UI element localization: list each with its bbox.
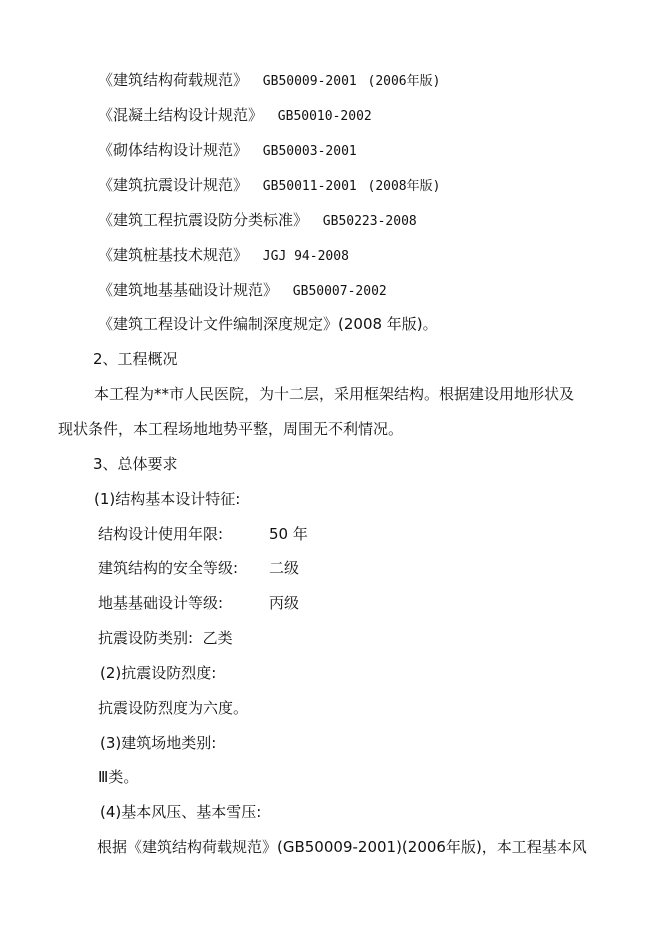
subsection-heading: (1)结构基本设计特征:: [94, 490, 241, 508]
standard-item: [98, 245, 349, 265]
standard-code: GB50007-2002: [292, 284, 387, 299]
standard-item: [98, 210, 417, 230]
standard-name: 《建筑地基基础设计规范》: [98, 281, 279, 299]
standard-code: GB50010-2002: [277, 109, 372, 124]
standard-code: JGJ 94-2008: [262, 249, 349, 264]
standard-item: [98, 175, 440, 195]
paragraph-line: 本工程为**市人民医院，为十二层，采用框架结构。根据建设用地形状及: [94, 385, 575, 403]
standard-code: GB50009-2001: [262, 74, 357, 89]
standard-item: [98, 140, 357, 160]
section-heading: 2、工程概况: [93, 350, 178, 368]
paragraph-line: 根据《建筑结构荷载规范》(GB50009-2001)(2006年版)，本工程基本风: [97, 838, 587, 856]
standard-item: [98, 280, 387, 300]
standard-name: 《建筑工程设计文件编制深度规定》(2008 年版)。: [98, 315, 438, 333]
feature-value: 二级: [269, 559, 300, 577]
standard-item: [98, 314, 438, 334]
section-heading: 3、总体要求: [93, 455, 178, 473]
standard-name: 《建筑抗震设计规范》: [98, 176, 249, 194]
standard-code: GB50003-2001: [262, 144, 357, 159]
paragraph-line: 抗震设防烈度为六度。: [98, 699, 249, 717]
feature-label: 建筑结构的安全等级:: [98, 559, 239, 577]
standard-name: 《混凝土结构设计规范》: [98, 106, 264, 124]
standard-note: (2006年版): [367, 74, 441, 89]
subsection-heading: (4)基本风压、基本雪压:: [100, 803, 262, 821]
feature-value: 50 年: [269, 525, 308, 543]
standard-code: GB50011-2001: [262, 179, 357, 194]
paragraph-line: 现状条件，本工程场地地势平整，周围无不利情况。: [58, 420, 404, 438]
standard-name: 《建筑桩基技术规范》: [98, 246, 249, 264]
feature-value: 丙级: [269, 594, 300, 612]
standard-code: GB50223-2008: [322, 214, 417, 229]
standard-name: 《建筑结构荷载规范》: [98, 71, 249, 89]
standard-item: [98, 70, 440, 90]
subsection-heading: (3)建筑场地类别:: [100, 734, 217, 752]
paragraph-line: Ⅲ类。: [98, 768, 139, 786]
standard-name: 《砌体结构设计规范》: [98, 141, 249, 159]
feature-label: 结构设计使用年限:: [98, 525, 224, 543]
feature-label: 地基基础设计等级:: [98, 594, 224, 612]
standard-item: [98, 105, 372, 125]
seismic-category: 抗震设防类别: 乙类: [98, 629, 233, 647]
standard-note: (2008年版): [367, 179, 441, 194]
subsection-heading: (2)抗震设防烈度:: [100, 664, 217, 682]
standard-name: 《建筑工程抗震设防分类标准》: [98, 211, 309, 229]
